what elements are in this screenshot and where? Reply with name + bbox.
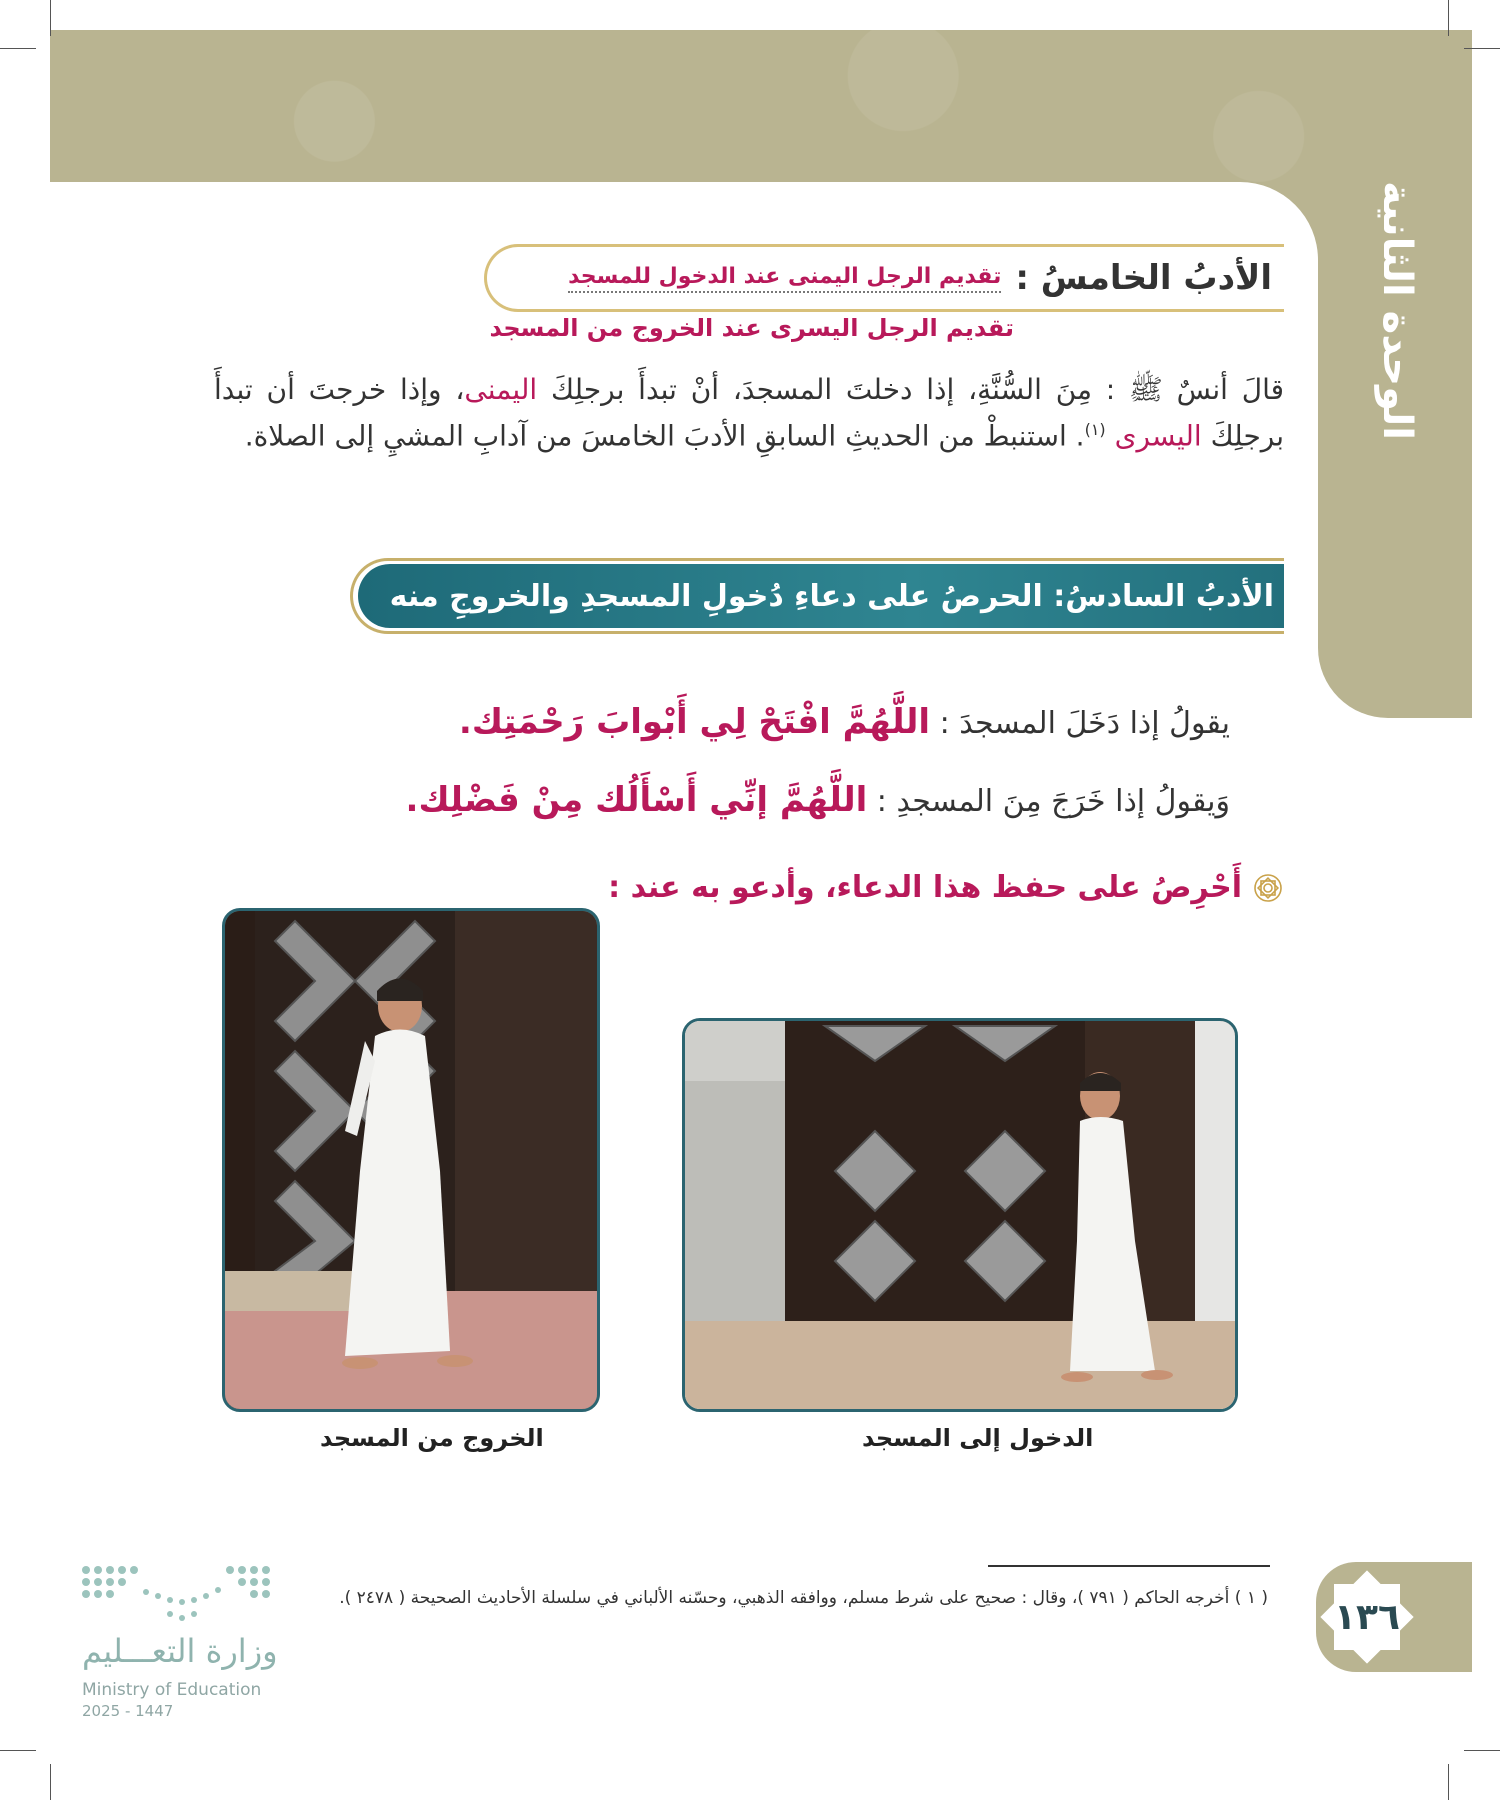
crop-mark	[1464, 1750, 1500, 1751]
enter-dua-line	[459, 702, 1230, 742]
exit-dua-intro: وَيقولُ إذا خَرَجَ مِنَ المسجدِ :	[867, 784, 1230, 819]
exit-caption: الخروج من المسجد	[320, 1424, 544, 1452]
ministry-name-arabic: وزارة التعـــليم	[82, 1632, 278, 1670]
footnote-rule	[988, 1565, 1270, 1567]
footnote-ref: (١)	[1084, 420, 1106, 439]
crop-mark	[50, 1764, 51, 1800]
ministry-name-english: Ministry of Education	[82, 1680, 262, 1700]
crop-mark	[1448, 1764, 1449, 1800]
para-word-right: اليمنى	[464, 373, 538, 406]
enter-dua: اللَّهُمَّ افْتَحْ لِي أَبْوابَ رَحْمَتِك.	[458, 702, 931, 742]
para-text: . استنبطْ من الحديثِ السابقِ الأدبَ الخامسَ من آدابِ المشيِ إلى الصلاة.	[244, 419, 1085, 453]
para-text: قالَ أنسٌ ﷺ : مِنَ السُّنَّةِ، إذا دخلتَ المسجدَ، أنْ تبدأَ برجلِكَ	[537, 373, 1284, 406]
adab5-answer-line2: تقديم الرجل اليسرى عند الخروج من المسجد	[489, 314, 1014, 342]
crop-mark	[0, 1750, 36, 1751]
memorize-line	[608, 870, 1284, 905]
adab6-heading: الأدبُ السادسُ: الحرصُ على دعاءِ دُخولِ المسجدِ والخروجِ منه	[389, 578, 1274, 614]
adab5-answer-line1: تقديم الرجل اليمنى عند الدخول للمسجد	[568, 264, 1001, 293]
flower-icon	[1252, 872, 1284, 904]
exit-dua: اللَّهُمَّ إنِّي أَسْأَلُك مِنْ فَضْلِك.	[405, 780, 868, 820]
footnote: ( ١ ) أخرجه الحاكم ( ٧٩١ )، وقال : صحيح على شرط مسلم، ووافقه الذهبي، وحسّنه الألباني في سلسلة الأحاديث الصحيحة ( ٢٤٧٨ ).	[339, 1588, 1268, 1608]
adab5-label: الأدبُ الخامسُ :	[1015, 258, 1272, 298]
exit-mosque-photo	[222, 908, 600, 1412]
adab5-paragraph	[214, 370, 1284, 456]
para-word-left: اليسرى	[1114, 419, 1202, 453]
exit-dua-line	[406, 780, 1230, 820]
crop-mark	[50, 0, 51, 36]
enter-dua-intro: يقولُ إذا دَخَلَ المسجدَ :	[930, 706, 1230, 741]
ministry-year: 2025 - 1447	[82, 1702, 174, 1720]
enter-mosque-photo	[682, 1018, 1238, 1412]
header-band	[50, 30, 1472, 182]
unit-title: الوحدة الثانية	[1374, 180, 1420, 440]
memorize-text: أَحْرِصُ على حفظ هذا الدعاء، وأدعو به عند :	[608, 870, 1242, 905]
ministry-logo-icon	[80, 1562, 270, 1632]
page-number: ١٣٦	[1334, 1596, 1400, 1638]
para-text: ، وإذا خرجتَ أن تبدأَ برجلِكَ	[214, 373, 1284, 453]
crop-mark	[1448, 0, 1449, 36]
crop-mark	[0, 48, 36, 49]
adab5-heading	[492, 252, 1272, 304]
enter-caption: الدخول إلى المسجد	[862, 1424, 1094, 1452]
crop-mark	[1464, 48, 1500, 49]
